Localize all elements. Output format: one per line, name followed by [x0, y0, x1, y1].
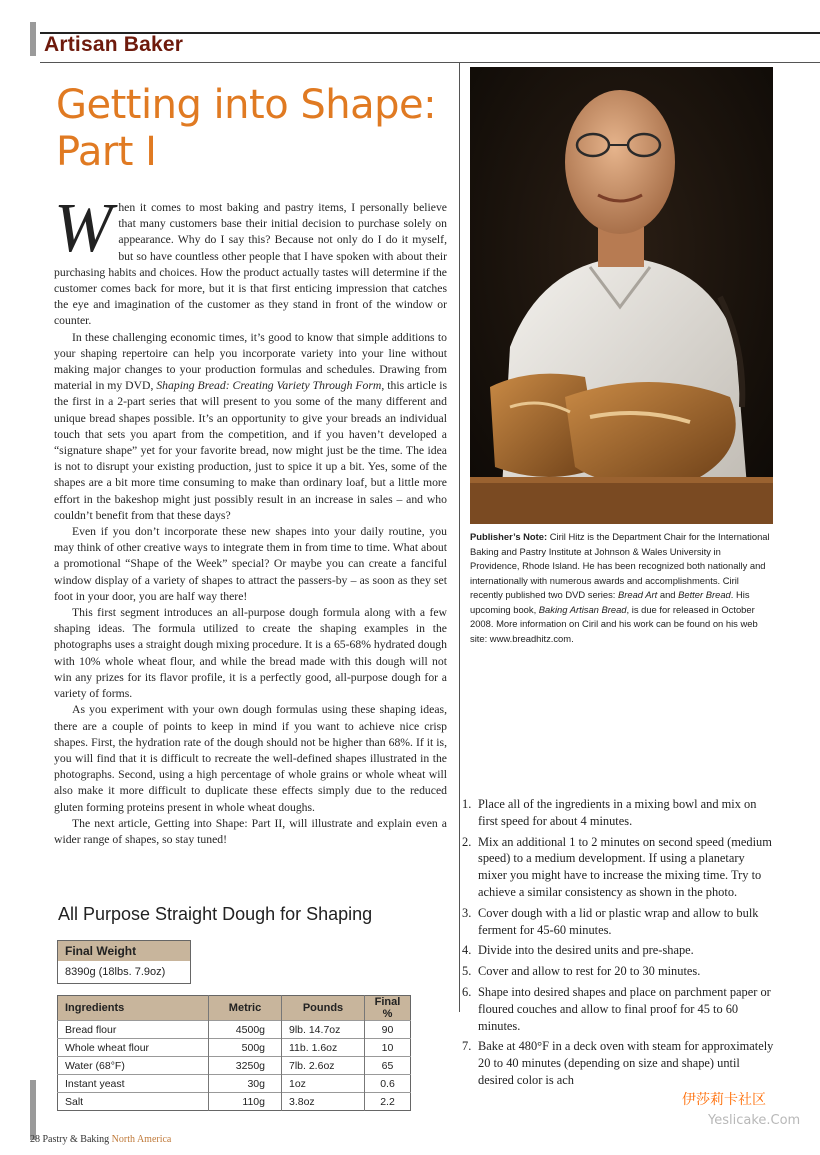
section-title: Artisan Baker	[44, 33, 184, 56]
article-paragraph-6: The next article, Getting into Shape: Part II, will illustrate and explain even a wider range of shapes, so stay tuned!	[54, 816, 447, 846]
drop-cap: W	[54, 190, 113, 267]
article-paragraph-3: Even if you don’t incorporate these new shapes into your daily routine, you may think of other creative ways to integrate them in from time to time. What about a promotional “Shape of the Week” special? Or maybe you can create a fanciful window display of a variety of shapes to attract the passers-by – as soon as they set foot in your door, you are half way there!	[54, 525, 447, 603]
recipe-step: 3. Cover dough with a lid or plastic wrap and allow to bulk ferment for 45-60 minutes.	[462, 905, 759, 937]
article-headline: Getting into Shape: Part I	[56, 82, 437, 175]
final-weight-label: Final Weight	[58, 941, 190, 961]
table-row: Whole wheat flour 500g 11b. 1.6oz 10	[58, 1039, 411, 1057]
article-paragraph-4: This first segment introduces an all-purpose dough formula along with a few shaping ideas. The formula utilized to create the shaping examples in the photographs uses a straight dough mixing procedure. It is a 65-68% hydrated dough with 10% whole wheat flour, and while the bread made with this dough will not win any prizes for its flavor profile, it is a perfectly good, all-purpose dough for a variety of forms.	[54, 606, 447, 701]
magazine-name: Pastry & Baking	[42, 1134, 110, 1145]
table-row: Water (68°F) 3250g 7lb. 2.6oz 65	[58, 1057, 411, 1075]
column-divider	[459, 62, 460, 1012]
header-pounds: Pounds	[282, 996, 365, 1021]
section-header	[40, 32, 820, 63]
recipe-step: 5. Cover and allow to rest for 20 to 30 minutes.	[462, 964, 701, 979]
header-metric: Metric	[209, 996, 282, 1021]
final-weight-box	[57, 940, 191, 984]
recipe-step: 2. Mix an additional 1 to 2 minutes on second speed (medium speed) to a medium development. If using a planetary mixer you might have to increase the mixing time. Try to achieve a similar consistency as shown in the photo.	[462, 834, 772, 899]
header-final-percent: Final %	[365, 996, 411, 1021]
publisher-note: Publisher’s Note: Ciril Hitz is the Department Chair for the International Baking and Pastry Institute at Johnson & Wales University in Providence, Rhode Island. He has been recognized both nationally and internationally with numerous awards and accomplishments. Ciril recently published two DVD series: Bread Art and Better Bread. His upcoming book, Baking Artisan Bread, is due for released in October 2008. More information on Ciril and his work can be found on his web site: www.breadhitz.com.	[470, 531, 770, 644]
recipe-step: 4. Divide into the desired units and pre-shape.	[462, 943, 694, 958]
recipe-title: All Purpose Straight Dough for Shaping	[58, 904, 373, 924]
recipe-step: 6. Shape into desired shapes and place on parchment paper or floured couches and allow to final proof for 45 to 60 minutes.	[462, 984, 771, 1033]
header-ingredients: Ingredients	[58, 996, 209, 1021]
article-paragraph-5: As you experiment with your own dough formulas using these shaping ideas, there are a couple of points to keep in mind if you want to achieve nice crisp shapes. First, the hydration rate of the dough should not be higher than 68%. If it is, you will find that it is difficult to recreate the well-defined shapes illustrated in the photographs. Second, using a high percentage of whole grains or whole wheat will also make it more difficult to duplicate these effects simply due to the reduced gluten forming proteins present in whole wheat doughs.	[54, 703, 447, 814]
table-row: Salt 110g 3.8oz 2.2	[58, 1093, 411, 1111]
table-header-row	[58, 996, 411, 1021]
page-footer	[30, 1134, 171, 1145]
recipe-step: 1. Place all of the ingredients in a mixing bowl and mix on first speed for about 4 minutes.	[462, 797, 757, 828]
watermark-url: Yeslicake.Com	[708, 1113, 801, 1128]
table-row: Bread flour 4500g 9lb. 14.7oz 90	[58, 1021, 411, 1039]
recipe-steps	[462, 796, 774, 1093]
article-paragraph-1: When it comes to most baking and pastry items, I personally believe that many customers base their initial decision to purchase solely on appearance. Why do I say this? Because not only do I do it myself, but so have countless other people that I have spoken with about their purchasing habits and choices. How the product actually tastes will determine if the customer comes back for more, but it is that first enticing impression that catches the eye and imagination of the customer as they stand in front of the window or counter.	[54, 190, 447, 328]
table-row: Instant yeast 30g 1oz 0.6	[58, 1075, 411, 1093]
corner-crop-mark-bottom	[30, 1080, 36, 1140]
article-body	[54, 190, 447, 848]
final-weight-value: 8390g (18lbs. 7.9oz)	[65, 966, 166, 978]
publisher-note-label: Publisher’s Note:	[470, 531, 548, 542]
chef-photo	[470, 67, 773, 524]
watermark-chinese: 伊莎莉卡社区	[682, 1092, 766, 1108]
page-number: 28	[30, 1134, 40, 1145]
ingredients-table	[57, 995, 411, 1111]
magazine-region: North America	[109, 1134, 172, 1145]
dvd-title: Shaping Bread: Creating Variety Through Form	[156, 379, 382, 393]
article-paragraph-2: In these challenging economic times, it’s good to know that simple additions to your shaping repertoire can help you incorporate variety into your line without making major changes to your production formulas and schedules. Drawing from material in my DVD, Shaping Bread: Creating Variety Through Form, this article is the first in a 2-part series that will present to you some of the many different and unique bread shapes possible. It’s an opportunity to give your breads an individual touch that sets you apart from the competition, and if you haven’t developed a “signature shape” yet for your favorite bread, now might just be the time. The idea is not to disrupt your existing production, just to spice it up a bit. Yes, some of the shapes are a bit more time consuming to make than ordinary loaf, but a little more effort in the bakeshop might just possibly result in an increase in sales – and who couldn’t benefit from that these days?	[54, 330, 447, 522]
recipe-step: 7. Bake at 480°F in a deck oven with steam for approximately 20 to 40 minutes (depending on size and shape) until desired color is ach	[462, 1039, 774, 1087]
corner-crop-mark-top	[30, 22, 36, 56]
